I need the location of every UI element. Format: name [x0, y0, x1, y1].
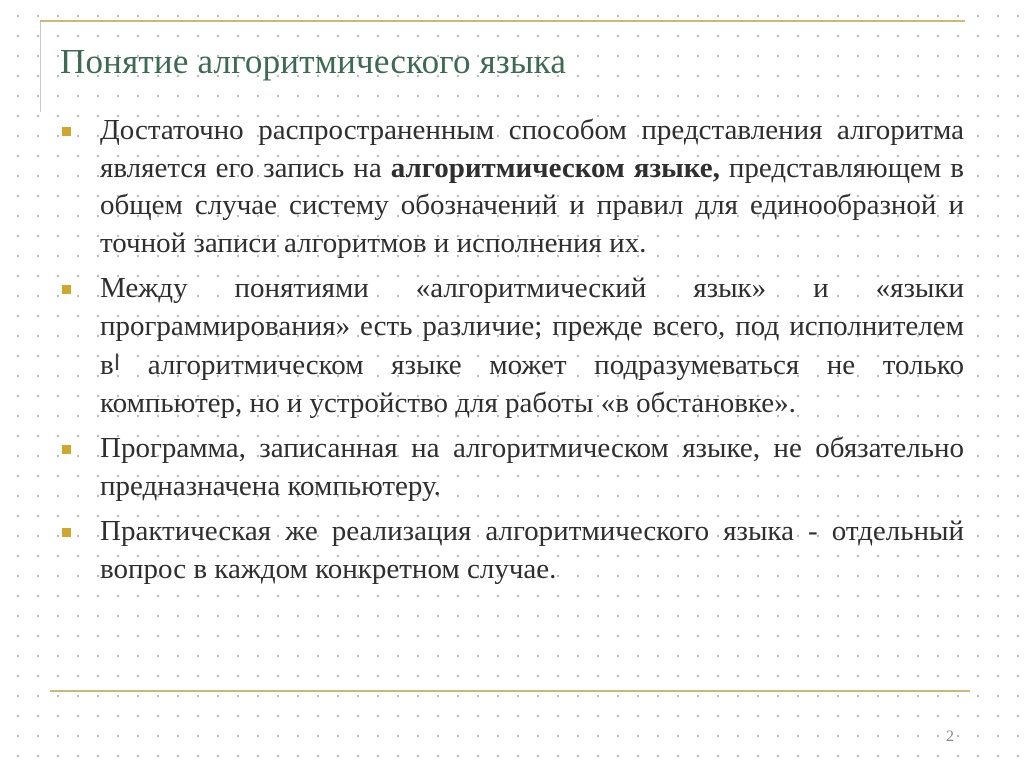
- bullet-item: [62, 513, 964, 588]
- square-bullet-icon: [62, 528, 71, 537]
- square-bullet-icon: [62, 285, 71, 294]
- bullet-item: [62, 270, 964, 422]
- text-cursor-icon: I: [113, 351, 121, 376]
- text-segment: алгоритмическом языке может подразумеваться не только компьютер, но и устройство для работы «в обстановке».: [100, 349, 964, 419]
- text-segment: Между понятиями «алгоритмический язык» и «языки программирования» есть различие; прежде всего, под исполнителем в: [100, 272, 964, 381]
- text-segment: Достаточно распространенным способом представления алгоритма является его запись на: [100, 114, 964, 184]
- bullet-text: [100, 112, 964, 262]
- text-segment: Программа, записанная на алгоритмическом языке, не обязательно предназначена компьютеру.: [100, 432, 964, 502]
- square-bullet-icon: [62, 127, 71, 136]
- bullet-text: [100, 430, 964, 505]
- title-frame-line: [40, 20, 41, 112]
- bullet-text: [100, 513, 964, 588]
- bullet-item: [62, 430, 964, 505]
- bold-term: алгоритмическом языке,: [390, 151, 720, 184]
- text-segment: Практическая же реализация алгоритмического языка - отдельный вопрос в каждом конкретном случае.: [100, 515, 964, 585]
- text-segment: представляющем в общем случае систему обозначений и правил для единообразной и точной записи алгоритмов и исполнения их.: [100, 151, 964, 259]
- bullet-item: [62, 112, 964, 262]
- square-bullet-icon: [62, 445, 71, 454]
- top-divider: [40, 20, 965, 22]
- slide-title: Понятие алгоритмического языка: [60, 42, 567, 81]
- page-number: 2: [946, 728, 954, 745]
- bullet-list: [62, 112, 964, 596]
- bullet-text: [100, 270, 964, 422]
- bottom-divider: [50, 690, 970, 692]
